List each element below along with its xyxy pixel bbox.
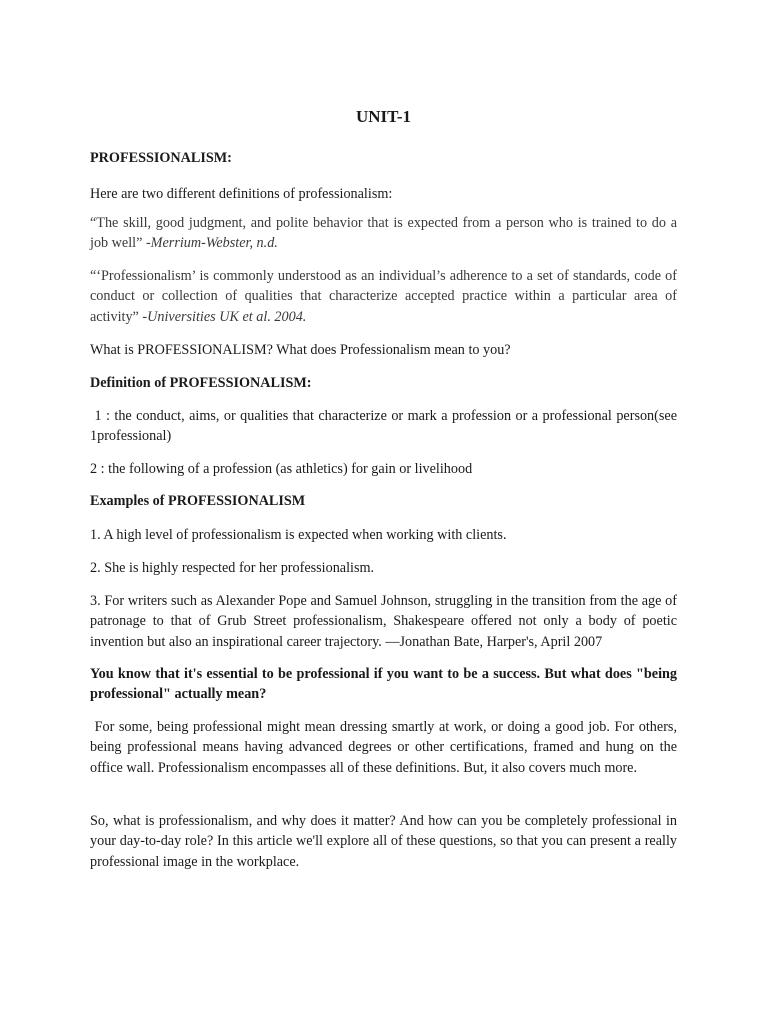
definition-item-1: 1 : the conduct, aims, or qualities that characterize or mark a profession or a professional person(see 1professional)	[90, 408, 677, 445]
paragraph-dressing: For some, being professional might mean dressing smartly at work, or doing a good job. For others, being professional means having advanced degrees or other certifications, framed and hung on the office wall. Professionalism encompasses all of these definitions. But, it also covers much more.	[90, 719, 677, 776]
professionalism-heading: PROFESSIONALISM:	[90, 150, 232, 166]
paragraph-what-is: So, what is professionalism, and why does it matter? And how can you be completely professional in your day-to-day role? In this article we'll explore all of these questions, so that you can present a really professional image in the workplace.	[90, 813, 677, 870]
example-item-1: 1. A high level of professionalism is expected when working with clients.	[90, 527, 507, 543]
quote-source: -Merrium-Webster, n.d.	[142, 235, 278, 252]
quote-merriam-webster	[90, 213, 677, 254]
example-item-3: 3. For writers such as Alexander Pope and Samuel Johnson, struggling in the transition from the age of patronage to that of Grub Street professionalism, Shakespeare offered not only a body of poetic invention but also an inspirational career trajectory. —Jonathan Bate, Harper's, April 2007	[90, 593, 677, 650]
examples-heading: Examples of PROFESSIONALISM	[90, 493, 306, 509]
bold-question: You know that it's essential to be professional if you want to be a success. But what does "being professional" actually mean?	[90, 666, 677, 703]
quote-source: -Universities UK et al. 2004.	[138, 308, 307, 325]
quote-text: “The skill, good judgment, and polite behavior that is expected from a person who is trained to do a job well”	[90, 215, 677, 252]
quote-universities-uk	[90, 266, 677, 327]
question-text: What is PROFESSIONALISM? What does Professionalism mean to you?	[90, 342, 511, 358]
example-item-2: 2. She is highly respected for her professionalism.	[90, 560, 375, 576]
definition-heading: Definition of PROFESSIONALISM:	[90, 375, 312, 391]
quote-text: “‘Professionalism’ is commonly understood as an individual’s adherence to a set of standards, code of conduct or collection of qualities that characterize accepted practice within a particular area of activity”	[90, 268, 677, 325]
definition-item-2: 2 : the following of a profession (as athletics) for gain or livelihood	[90, 461, 473, 477]
page-title: UNIT-1	[355, 107, 412, 126]
intro-text: Here are two different definitions of professionalism:	[90, 186, 393, 202]
